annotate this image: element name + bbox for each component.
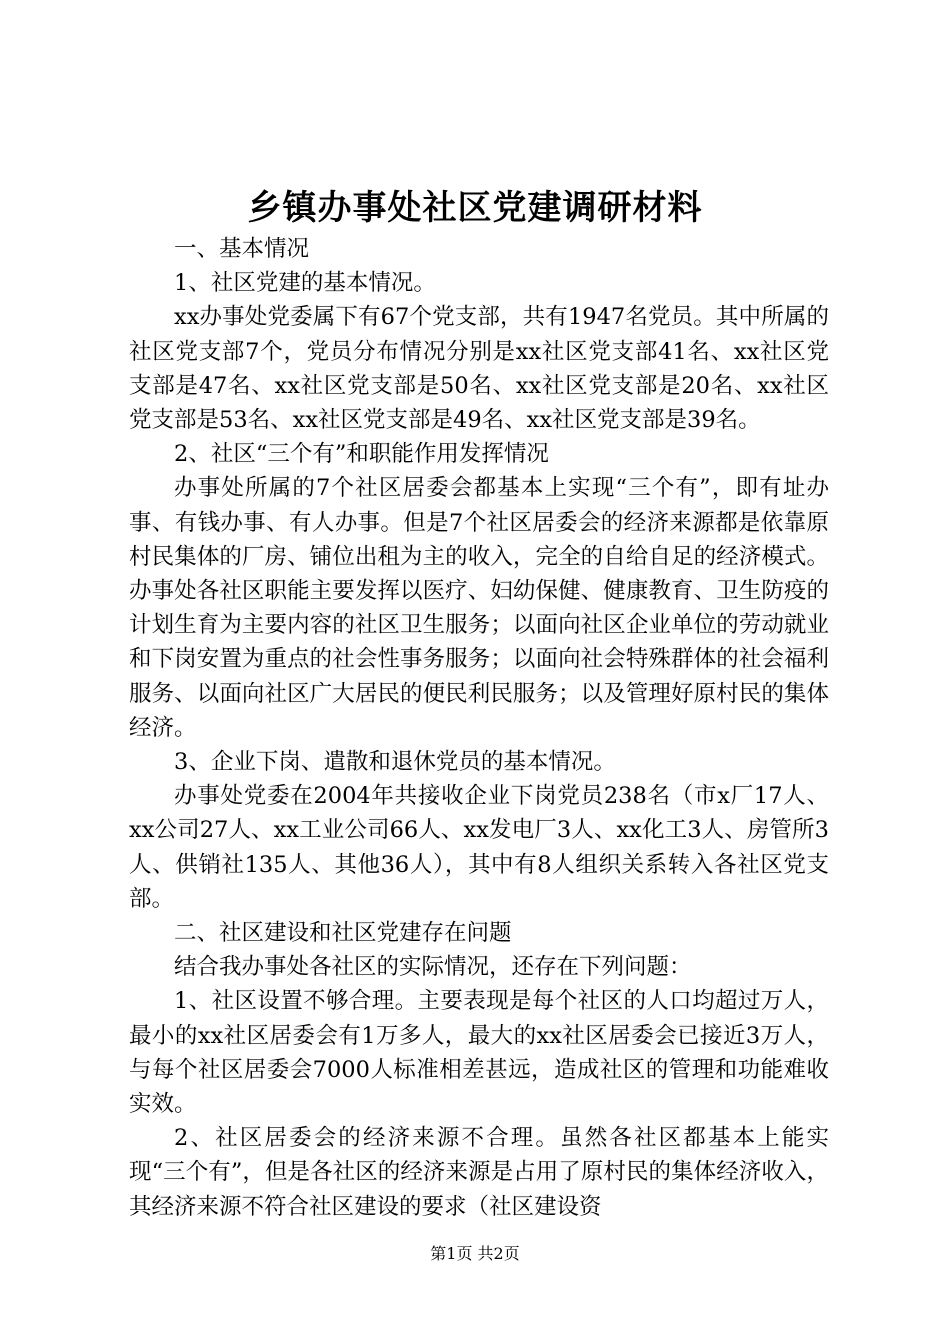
paragraph-laid-off-members: 办事处党委在2004年共接收企业下岗党员238名（市x厂17人、xx公司27人、xx工业公司66人、xx发电厂3人、xx化工3人、房管所3人、供销社135人、其他36人），其中有8人组织关系转入各社区党支部。	[129, 783, 829, 912]
page-footer: 第1页 共2页	[430, 1244, 520, 1263]
section-heading-problems: 二、社区建设和社区党建存在问题	[174, 920, 512, 947]
paragraph-problem-1: 1、社区设置不够合理。主要表现是每个社区的人口均超过万人，最小的xx社区居委会有1万多人，最大的xx社区居委会已接近3万人，与每个社区居委会7000人标准相差甚远，造成社区的管理和功能难收实效。	[129, 988, 829, 1118]
document-body	[129, 232, 829, 1224]
paragraph-problems-intro: 结合我办事处各社区的实际情况，还存在下列问题：	[174, 954, 692, 981]
paragraph-party-members: xx办事处党委属下有67个党支部，共有1947名党员。其中所属的社区党支部7个，党员分布情况分别是xx社区党支部41名、xx社区党支部是47名、xx社区党支部是50名、xx社区党支部是20名、xx社区党支部是53名、xx社区党支部是49名、xx社区党支部是39名。	[129, 304, 829, 434]
subheading-laid-off-members: 3、企业下岗、遣散和退休党员的基本情况。	[174, 749, 616, 776]
document-title: 乡镇办事处社区党建调研材料	[247, 188, 703, 228]
paragraph-problem-2: 2、社区居委会的经济来源不合理。虽然各社区都基本上能实现“三个有”，但是各社区的经济来源是占用了原村民的集体经济收入，其经济来源不符合社区建设的要求（社区建设资	[129, 1125, 829, 1220]
section-heading-basic-situation: 一、基本情况	[174, 236, 310, 262]
paragraph-three-haves: 办事处所属的7个社区居委会都基本上实现“三个有”，即有址办事、有钱办事、有人办事。但是7个社区居委会的经济来源都是依靠原村民集体的厂房、铺位出租为主的收入，完全的自给自足的经济模式。办事处各社区职能主要发挥以医疗、妇幼保健、健康教育、卫生防疫的计划生育为主要内容的社区卫生服务；以面向社区企业单位的劳动就业和下岗安置为重点的社会性事务服务；以面向社会特殊群体的社会福利服务、以面向社区广大居民的便民利民服务；以及管理好原村民的集体经济。	[129, 475, 829, 741]
subheading-party-building-basics: 1、社区党建的基本情况。	[174, 270, 436, 297]
subheading-three-haves: 2、社区“三个有”和职能作用发挥情况	[174, 441, 549, 468]
